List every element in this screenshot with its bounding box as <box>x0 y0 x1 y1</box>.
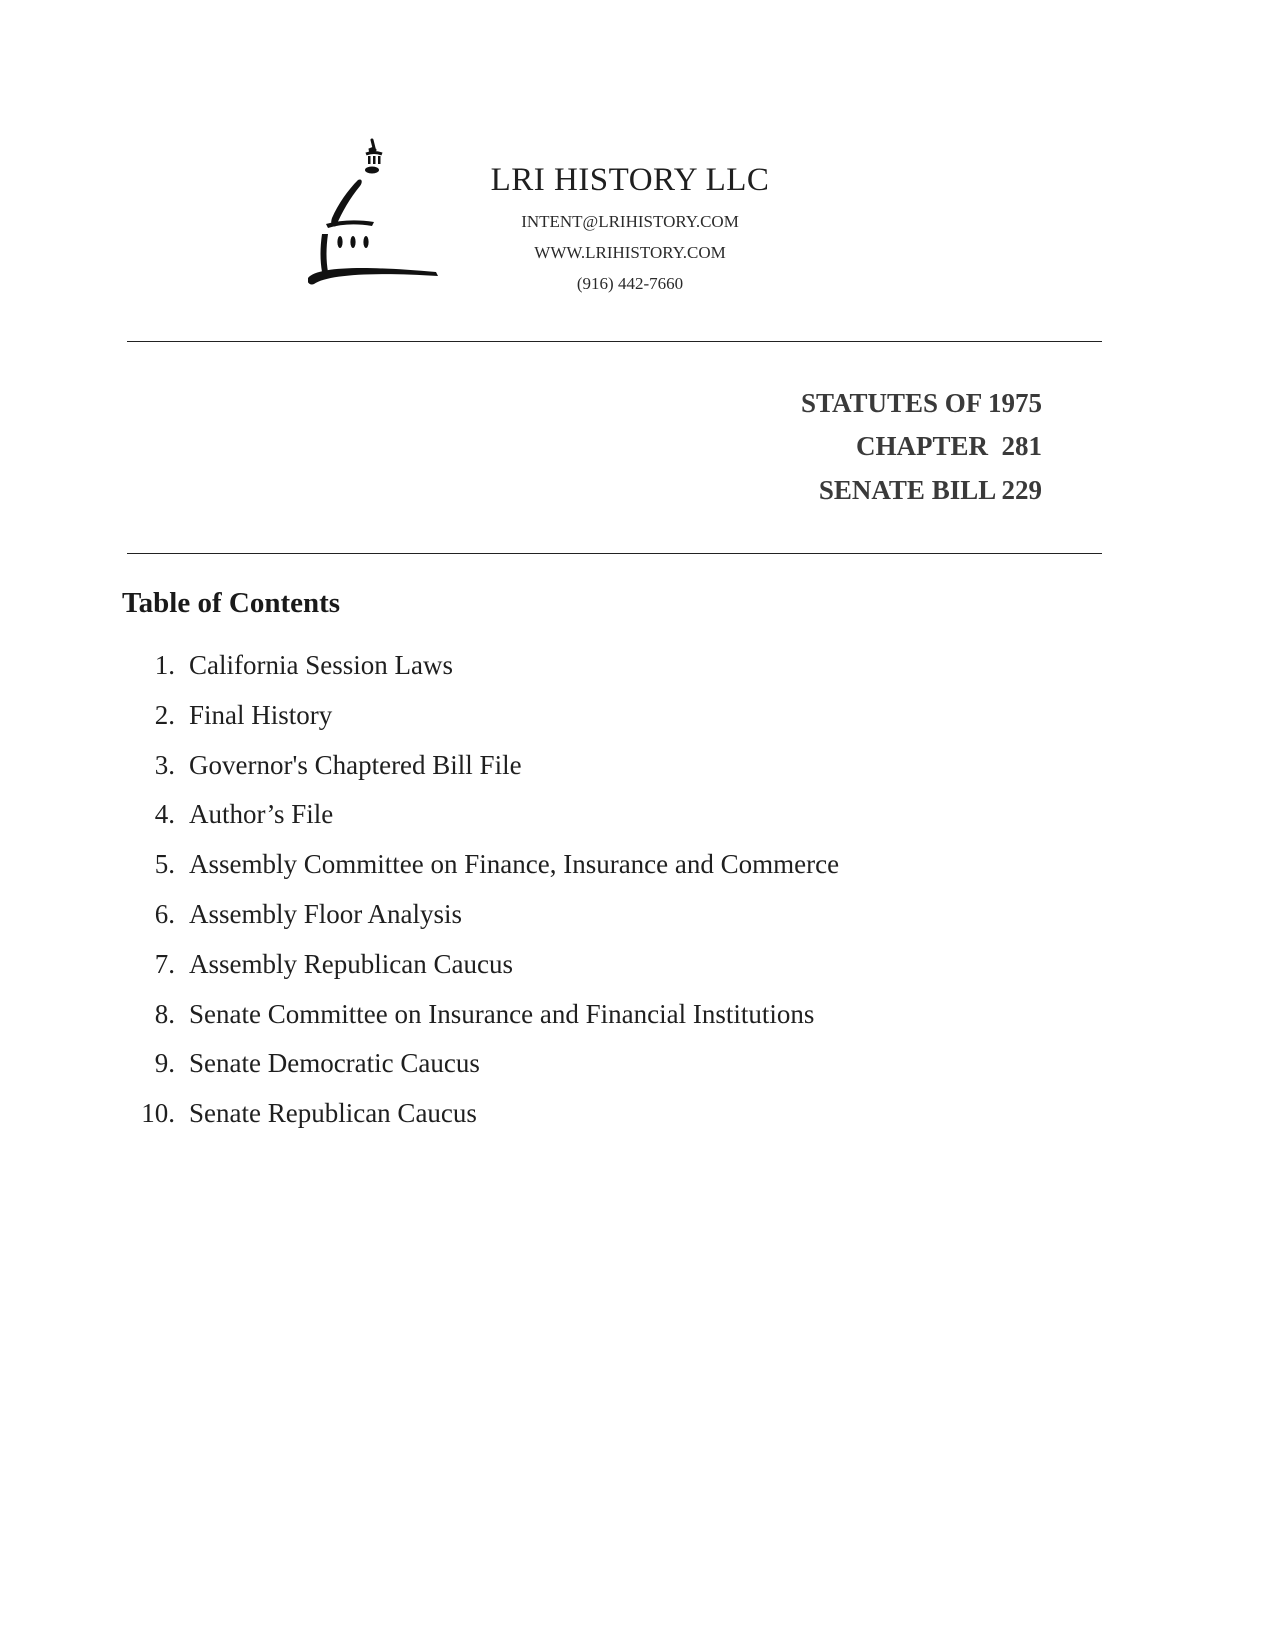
toc-item-label: Author’s File <box>189 799 334 830</box>
toc-item-number: 1. <box>154 650 175 680</box>
toc-item-number: 8. <box>154 998 175 1029</box>
toc-item <box>120 849 839 899</box>
toc-item-number: 3. <box>154 749 175 780</box>
toc-item <box>120 799 839 849</box>
toc-item-label: Assembly Floor Analysis <box>189 898 463 929</box>
toc-item-label: California Session Laws <box>189 650 453 680</box>
toc-item-number: 10. <box>141 1098 175 1129</box>
toc-item <box>120 999 839 1049</box>
statute-chapter: CHAPTER 281 <box>855 431 1042 461</box>
toc-item-label: Final History <box>189 699 333 730</box>
toc-item <box>120 1048 839 1098</box>
company-website: WWW.LRIHISTORY.COM <box>534 243 726 262</box>
statute-divider <box>127 553 1102 554</box>
toc-item-label: Assembly Committee on Finance, Insurance and Commerce <box>189 849 840 880</box>
capitol-dome-icon <box>308 138 448 298</box>
toc-item-number: 2. <box>154 699 175 730</box>
toc-list <box>120 650 839 1148</box>
toc-item <box>120 899 839 949</box>
toc-item-number: 7. <box>154 948 175 979</box>
toc-item-label: Governor's Chaptered Bill File <box>189 749 522 780</box>
toc-item <box>120 750 839 800</box>
toc-item <box>120 1098 839 1148</box>
toc-item-number: 9. <box>154 1048 175 1079</box>
toc-item-number: 5. <box>154 849 175 880</box>
company-email: INTENT@LRIHISTORY.COM <box>521 212 739 231</box>
company-phone: (916) 442-7660 <box>576 274 684 293</box>
toc-item-label: Senate Committee on Insurance and Financial Institutions <box>189 998 815 1029</box>
company-name: LRI HISTORY LLC <box>490 162 770 198</box>
toc-item-label: Senate Democratic Caucus <box>189 1048 480 1079</box>
statute-bill: SENATE BILL 229 <box>818 475 1042 505</box>
toc-item-number: 6. <box>154 898 175 929</box>
toc-item <box>120 700 839 750</box>
statute-year: STATUTES OF 1975 <box>800 388 1042 418</box>
header-divider <box>127 341 1102 342</box>
toc-item-label: Assembly Republican Caucus <box>189 948 513 979</box>
toc-item-number: 4. <box>154 799 175 830</box>
toc-title: Table of Contents <box>122 587 341 619</box>
toc-item <box>120 949 839 999</box>
toc-item <box>120 650 839 700</box>
toc-item-label: Senate Republican Caucus <box>189 1098 477 1129</box>
